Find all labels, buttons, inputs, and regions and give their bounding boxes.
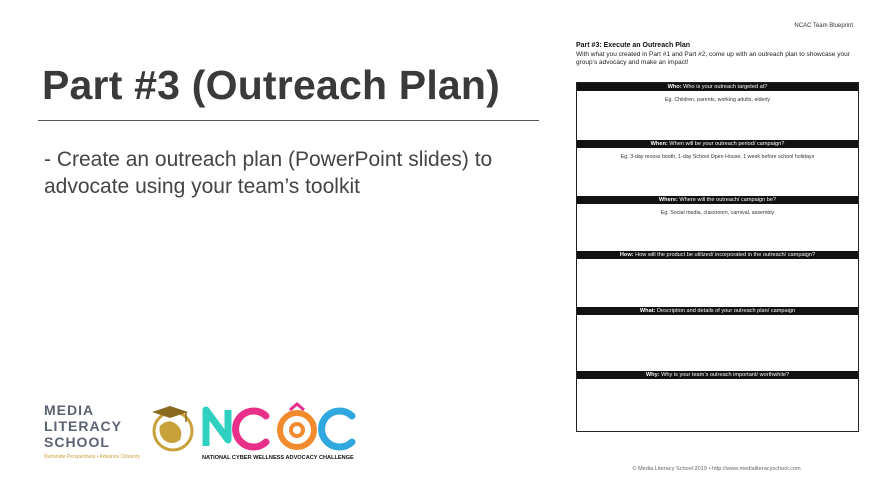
mls-tagline: Illuminate Perspectives • Advance Citizenry [44,454,140,460]
row-header: Where: Where will the outreach/ campaign be? [577,196,858,204]
document-footer: © Media Literacy School 2019 • http://www.medialiteracyschool.com [632,466,801,472]
row-header: Who: Who is your outreach targeted at? [577,83,858,91]
globe-emblem-icon [150,404,196,454]
media-literacy-school-logo [44,402,196,466]
row-header: What: Description and details of your outreach plan/ campaign [577,307,858,315]
ncac-logo [202,400,362,466]
document-intro: With what you created in Part #1 and Part #2, come up with an outreach plan to showcase your group’s advocacy and make an impact! [576,51,850,66]
blueprint-document [556,0,877,490]
ncac-wordmark-icon [202,400,362,454]
table-row-when [577,140,858,160]
table-row-who [577,83,858,103]
title-divider [38,120,539,121]
bullet-text: - Create an outreach plan (PowerPoint slides) to advocate using your team’s toolkit [44,148,493,198]
row-example: Eg. Social media, classroom, carnival, assembly [660,210,775,216]
document-part-title: Part #3: Execute an Outreach Plan [576,42,690,49]
table-row-where [577,196,858,216]
outreach-plan-table [576,82,859,432]
table-row-how [577,251,858,259]
slide-title: Part #3 (Outreach Plan) [42,62,501,108]
mls-wordmark: MEDIA LITERACY SCHOOL [44,402,122,450]
row-header: When: When will be your outreach period/ campaign? [577,140,858,148]
row-example: Eg. Children, parents, working adults, elderly [664,97,771,103]
ncac-subtitle: NATIONAL CYBER WELLNESS ADVOCACY CHALLENGE [202,455,354,461]
row-header: How: How will the product be utilized/ incorporated in the outreach/ campaign? [577,251,858,259]
document-header: NCAC Team Blueprint [794,23,853,29]
table-row-why [577,371,858,379]
row-example: Eg. 3-day recess booth, 1-day School Open House, 1 week before school holidays [620,154,815,160]
table-row-what [577,307,858,315]
row-header: Why: Why is your team’s outreach important/ worthwhile? [577,371,858,379]
